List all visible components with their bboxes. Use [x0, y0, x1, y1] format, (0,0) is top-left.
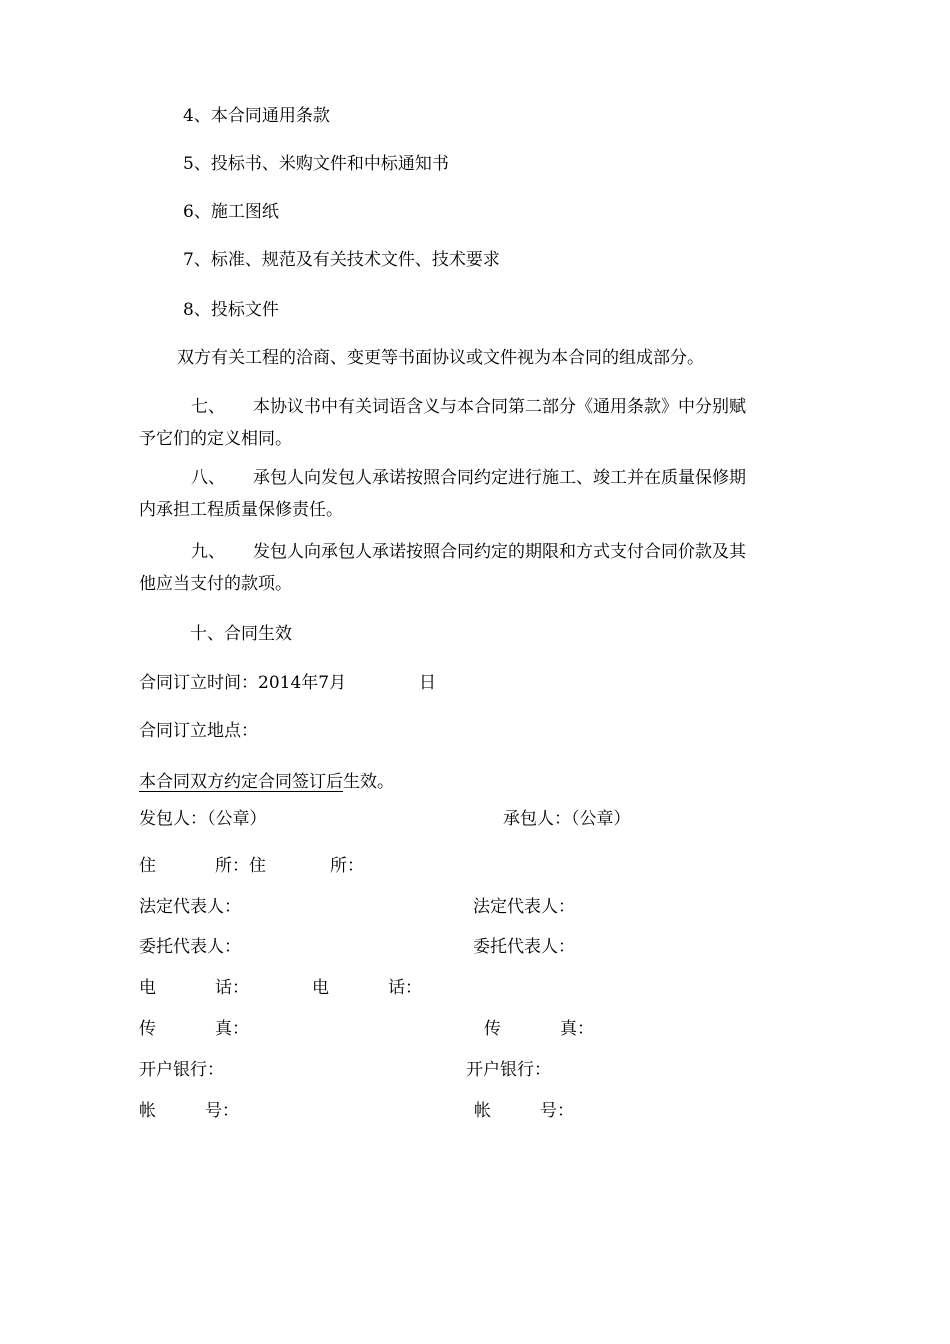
account-label-left-b: 号： [205, 1101, 239, 1121]
clause-nine-line2: 他应当支付的款项。 [139, 574, 292, 594]
clause-seven-line1: 本协议书中有关词语含义与本合同第二部分《通用条款》中分别赋 [253, 397, 746, 417]
clause-eight-line2: 内承担工程质量保修责任。 [139, 500, 343, 520]
list-item-8: 8、投标文件 [183, 300, 279, 320]
contract-date-label: 合同订立时间：2014年7月 [139, 673, 347, 693]
account-label-right-b: 号： [540, 1101, 574, 1121]
list-item-7: 7、标准、规范及有关技术文件、技术要求 [183, 250, 500, 270]
contract-date-day: 日 [419, 673, 436, 693]
list-item-5: 5、投标书、米购文件和中标通知书 [183, 154, 449, 174]
bank-label-left: 开户银行： [139, 1060, 224, 1080]
address-label-left-a: 住 [139, 856, 156, 876]
clause-ten-heading: 十、合同生效 [190, 624, 292, 644]
fax-label-right-a: 传 [484, 1019, 501, 1039]
clause-eight-line1: 承包人向发包人承诺按照合同约定进行施工、竣工并在质量保修期 [253, 468, 746, 488]
contract-effective-underlined: 本合同双方约定合同签订后 [139, 772, 343, 792]
address-label-left-b: 所：住 [215, 856, 266, 876]
account-label-right-a: 帐 [474, 1101, 491, 1121]
employer-seal-label: 发包人：（公章） [139, 809, 267, 829]
contractor-seal-label: 承包人：（公章） [503, 809, 631, 829]
clause-seven-line2: 予它们的定义相同。 [139, 429, 292, 449]
fax-label-left-a: 传 [139, 1019, 156, 1039]
phone-label-right-a: 电 [312, 978, 329, 998]
agent-label-left: 委托代表人： [139, 937, 241, 957]
address-label-right: 所： [330, 856, 364, 876]
contract-place-label: 合同订立地点： [139, 721, 258, 741]
account-label-left-a: 帐 [139, 1101, 156, 1121]
clause-nine-line1: 发包人向承包人承诺按照合同约定的期限和方式支付合同价款及其 [253, 542, 746, 562]
bank-label-right: 开户银行： [466, 1060, 551, 1080]
contract-effective-rest: 生效。 [343, 772, 394, 792]
phone-label-left-b: 话： [215, 978, 249, 998]
phone-label-right-b: 话： [388, 978, 422, 998]
phone-label-left-a: 电 [139, 978, 156, 998]
negotiation-paragraph: 双方有关工程的洽商、变更等书面协议或文件视为本合同的组成部分。 [177, 348, 704, 368]
clause-eight-number: 八、 [191, 468, 225, 488]
clause-nine-number: 九、 [191, 542, 225, 562]
fax-label-right-b: 真： [560, 1019, 594, 1039]
legal-rep-label-left: 法定代表人： [139, 897, 241, 917]
contract-effective-clause [139, 770, 394, 794]
list-item-6: 6、施工图纸 [183, 202, 279, 222]
clause-seven-number: 七、 [191, 397, 225, 417]
list-item-4: 4、本合同通用条款 [183, 106, 330, 126]
fax-label-left-b: 真： [215, 1019, 249, 1039]
legal-rep-label-right: 法定代表人： [473, 897, 575, 917]
agent-label-right: 委托代表人： [473, 937, 575, 957]
